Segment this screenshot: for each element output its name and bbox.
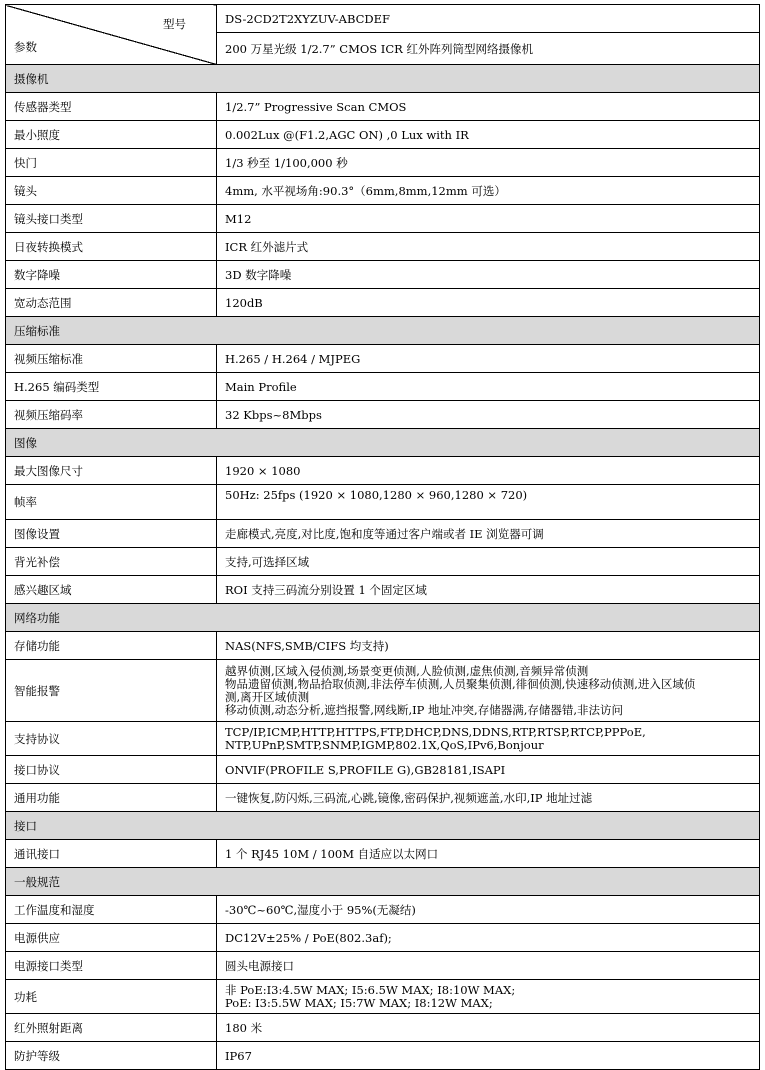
row-label: 视频压缩标准: [6, 345, 217, 373]
row-label: 视频压缩码率: [6, 401, 217, 429]
table-row: [6, 896, 760, 924]
section-interface-title: 接口: [6, 812, 760, 840]
row-label: 最大图像尺寸: [6, 457, 217, 485]
row-value: IP67: [217, 1042, 760, 1070]
row-value-multiline: [217, 660, 760, 722]
table-row: [6, 520, 760, 548]
row-label: 工作温度和湿度: [6, 896, 217, 924]
table-row: [6, 632, 760, 660]
row-value: -30℃~60℃,湿度小于 95%(无凝结): [217, 896, 760, 924]
alarm-line: 测,离开区域侦测: [225, 689, 310, 704]
row-value-multiline: [217, 980, 760, 1014]
consumption-line: PoE: I3:5.5W MAX; I5:7W MAX; I8:12W MAX;: [225, 995, 493, 1010]
table-row: [6, 722, 760, 756]
row-value: 0.002Lux @(F1.2,AGC ON) ,0 Lux with IR: [217, 121, 760, 149]
row-label: 支持协议: [6, 722, 217, 756]
table-row: [6, 1014, 760, 1042]
consumption-line: 非 PoE:I3:4.5W MAX; I5:6.5W MAX; I8:10W MAX;: [225, 982, 516, 997]
row-label: 电源供应: [6, 924, 217, 952]
row-label: 传感器类型: [6, 93, 217, 121]
row-label: 宽动态范围: [6, 289, 217, 317]
table-row: [6, 660, 760, 722]
row-label: 接口协议: [6, 756, 217, 784]
row-value: 1/3 秒至 1/100,000 秒: [217, 149, 760, 177]
row-value: 4mm, 水平视场角:90.3°（6mm,8mm,12mm 可选）: [217, 177, 760, 205]
header-model-label: 型号: [163, 17, 186, 31]
table-row: [6, 784, 760, 812]
row-value: 1/2.7” Progressive Scan CMOS: [217, 93, 760, 121]
table-row: [6, 457, 760, 485]
row-value: 180 米: [217, 1014, 760, 1042]
protocol-line: TCP/IP,ICMP,HTTP,HTTPS,FTP,DHCP,DNS,DDNS,RTP,RTSP,RTCP,PPPoE,: [225, 724, 646, 739]
row-label: 日夜转换模式: [6, 233, 217, 261]
table-row: [6, 1042, 760, 1070]
row-value: 圆头电源接口: [217, 952, 760, 980]
row-label: 智能报警: [6, 660, 217, 722]
row-label: 功耗: [6, 980, 217, 1014]
table-row: [6, 485, 760, 520]
row-label: 镜头接口类型: [6, 205, 217, 233]
alarm-line: 越界侦测,区域入侵侦测,场景变更侦测,人脸侦测,虚焦侦测,音频异常侦测: [225, 663, 589, 678]
table-row: [6, 840, 760, 868]
table-row: [6, 121, 760, 149]
table-row: [6, 373, 760, 401]
model-value: DS-2CD2T2XYZUV-ABCDEF: [217, 5, 760, 33]
row-label: 数字降噪: [6, 261, 217, 289]
header-param-label: 参数: [14, 40, 37, 54]
header-row-model: [6, 5, 760, 33]
row-value: H.265 / H.264 / MJPEG: [217, 345, 760, 373]
table-row: [6, 233, 760, 261]
alarm-line: 移动侦测,动态分析,遮挡报警,网线断,IP 地址冲突,存储器满,存储器错,非法访问: [225, 702, 624, 717]
table-row: [6, 401, 760, 429]
row-label: 最小照度: [6, 121, 217, 149]
row-value: ONVIF(PROFILE S,PROFILE G),GB28181,ISAPI: [217, 756, 760, 784]
table-row: [6, 548, 760, 576]
row-value: 支持,可选择区域: [217, 548, 760, 576]
alarm-line: 物品遗留侦测,物品拾取侦测,非法停车侦测,人员聚集侦测,徘徊侦测,快速移动侦测,进入区域侦: [225, 676, 696, 691]
section-compression-title: 压缩标准: [6, 317, 760, 345]
row-label: 镜头: [6, 177, 217, 205]
row-value: 一键恢复,防闪烁,三码流,心跳,镜像,密码保护,视频遮盖,水印,IP 地址过滤: [217, 784, 760, 812]
row-label: 存储功能: [6, 632, 217, 660]
row-label: 快门: [6, 149, 217, 177]
table-row: [6, 93, 760, 121]
row-value: M12: [217, 205, 760, 233]
row-value: 32 Kbps~8Mbps: [217, 401, 760, 429]
row-label: 防护等级: [6, 1042, 217, 1070]
row-value: Main Profile: [217, 373, 760, 401]
section-general-title: 一般规范: [6, 868, 760, 896]
table-row: [6, 177, 760, 205]
row-value: NAS(NFS,SMB/CIFS 均支持): [217, 632, 760, 660]
row-label: 背光补偿: [6, 548, 217, 576]
table-row: [6, 345, 760, 373]
table-row: [6, 289, 760, 317]
spec-table: [5, 4, 760, 1070]
row-label: 感兴趣区域: [6, 576, 217, 604]
row-label: 电源接口类型: [6, 952, 217, 980]
row-label: 通用功能: [6, 784, 217, 812]
model-description: 200 万星光级 1/2.7” CMOS ICR 红外阵列筒型网络摄像机: [217, 33, 760, 65]
row-label: 红外照射距离: [6, 1014, 217, 1042]
row-label: 图像设置: [6, 520, 217, 548]
table-row: [6, 261, 760, 289]
section-image-title: 图像: [6, 429, 760, 457]
row-value: DC12V±25% / PoE(802.3af);: [217, 924, 760, 952]
table-row: [6, 576, 760, 604]
row-value: 走廊模式,亮度,对比度,饱和度等通过客户端或者 IE 浏览器可调: [217, 520, 760, 548]
table-row: [6, 952, 760, 980]
row-label: H.265 编码类型: [6, 373, 217, 401]
section-camera-title: 摄像机: [6, 65, 760, 93]
table-row: [6, 205, 760, 233]
table-row: [6, 756, 760, 784]
header-diagonal-cell: [6, 5, 217, 65]
table-row: [6, 149, 760, 177]
table-row: [6, 924, 760, 952]
row-value: 1 个 RJ45 10M / 100M 自适应以太网口: [217, 840, 760, 868]
row-label: 帧率: [6, 485, 217, 520]
row-value: 50Hz: 25fps (1920 × 1080,1280 × 960,1280 × 720): [217, 485, 760, 520]
row-value-multiline: [217, 722, 760, 756]
table-row: [6, 980, 760, 1014]
section-network-title: 网络功能: [6, 604, 760, 632]
row-value: ROI 支持三码流分别设置 1 个固定区域: [217, 576, 760, 604]
row-label: 通讯接口: [6, 840, 217, 868]
row-value: 120dB: [217, 289, 760, 317]
protocol-line: NTP,UPnP,SMTP,SNMP,IGMP,802.1X,QoS,IPv6,Bonjour: [225, 737, 544, 752]
row-value: ICR 红外滤片式: [217, 233, 760, 261]
row-value: 3D 数字降噪: [217, 261, 760, 289]
row-value: 1920 × 1080: [217, 457, 760, 485]
